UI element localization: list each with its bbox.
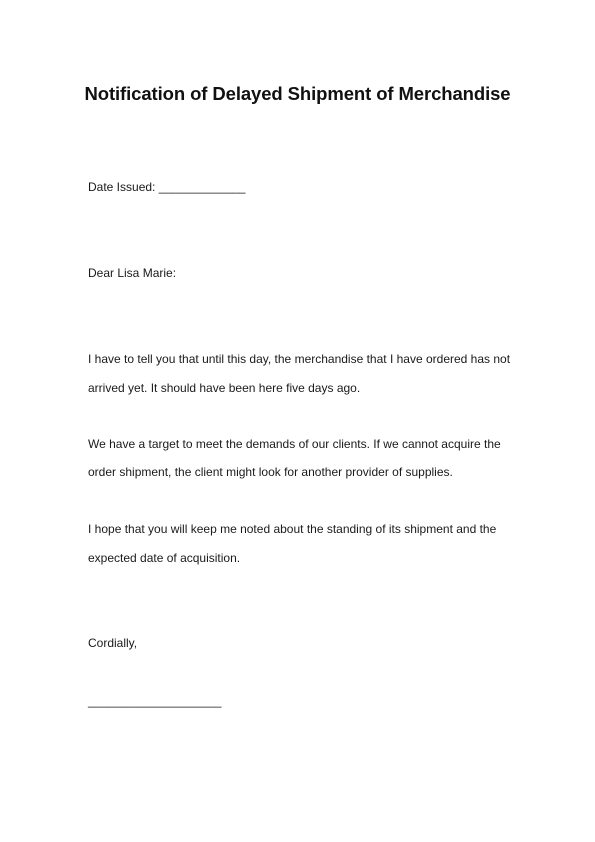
paragraph-line: order shipment, the client might look for another provider of supplies. — [88, 465, 453, 479]
date-issued-field: Date Issued: _____________ — [88, 180, 246, 194]
signature-line: ____________________ — [88, 694, 222, 708]
paragraph-line: arrived yet. It should have been here five days ago. — [88, 381, 361, 395]
document-title: Notification of Delayed Shipment of Merchandise — [84, 83, 511, 104]
paragraph-line: I hope that you will keep me noted about the standing of its shipment and the — [88, 522, 497, 536]
salutation: Dear Lisa Marie: — [88, 266, 177, 280]
paragraph-line: We have a target to meet the demands of our clients. If we cannot acquire the — [88, 437, 501, 451]
closing: Cordially, — [88, 636, 138, 650]
paragraph-line: expected date of acquisition. — [88, 551, 241, 565]
paragraph-line: I have to tell you that until this day, the merchandise that I have ordered has not — [88, 352, 511, 366]
